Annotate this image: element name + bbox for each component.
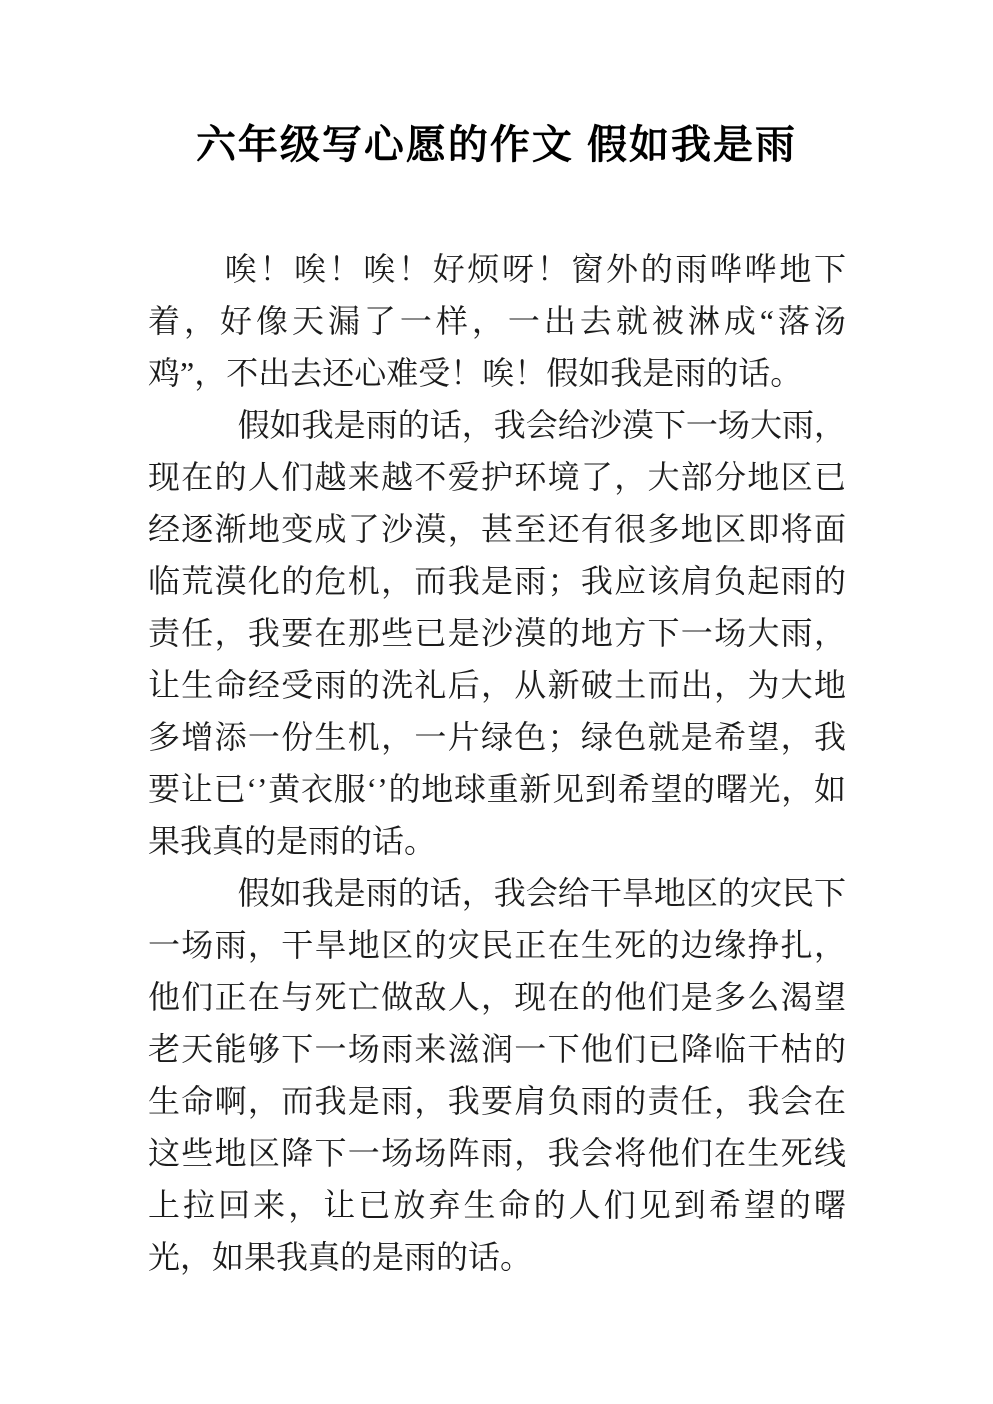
document-title: 六年级写心愿的作文 假如我是雨 xyxy=(195,123,798,167)
paragraph-2: 假如我是雨的话，我会给沙漠下一场大雨，现在的人们越来越不爱护环境了，大部分地区已经逐渐地变成了沙漠，甚至还有很多地区即将面临荒漠化的危机，而我是雨；我应该肩负起雨的责任，我要在那些已是沙漠的地方下一场大雨，让生命经受雨的洗礼后，从新破土而出，为大地多增添一份生机，一片绿色；绿色就是希望，我要让已‘’黄衣服‘’的地球重新见到希望的曙光，如果我真的是雨的话。 xyxy=(148,407,846,859)
paragraph-1: 唉！唉！唉！好烦呀！窗外的雨哗哗地下着，好像天漏了一样，一出去就被淋成“落汤鸡”，不出去还心难受！唉！假如我是雨的话。 xyxy=(148,251,846,391)
document-body xyxy=(148,243,846,1283)
paragraph-3: 假如我是雨的话，我会给干旱地区的灾民下一场雨，干旱地区的灾民正在生死的边缘挣扎，他们正在与死亡做敌人，现在的他们是多么渴望老天能够下一场雨来滋润一下他们已降临干枯的生命啊，而我是雨，我要肩负雨的责任，我会在这些地区降下一场场阵雨，我会将他们在生死线上拉回来，让已放弃生命的人们见到希望的曙光，如果我真的是雨的话。 xyxy=(148,875,846,1275)
